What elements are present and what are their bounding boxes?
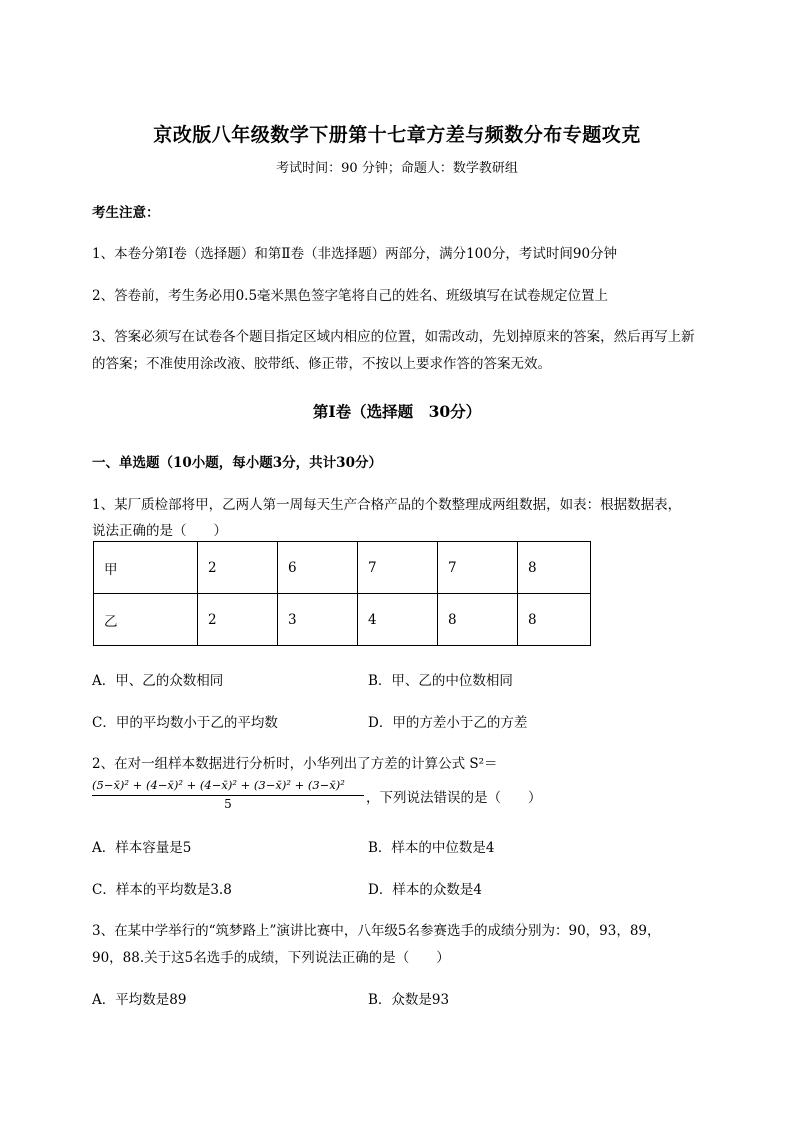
q1-option-c: C．甲的平均数小于乙的平均数	[92, 715, 278, 731]
part-title: 一、单选题（10小题，每小题3分，共计30分）	[92, 455, 382, 471]
table-cell: 4	[358, 594, 438, 646]
section-title: 第I卷（选择题 30分）	[312, 402, 482, 421]
q1-data-table	[93, 541, 591, 646]
table-cell: 8	[518, 542, 591, 594]
q2-option-d: D．样本的众数是4	[368, 882, 482, 898]
formula-numerator: (5−x̄)² + (4−x̄)² + (4−x̄)² + (3−x̄)² + (3−x̄)²	[92, 778, 345, 792]
q1-stem-line1: 1、某厂质检部将甲，乙两人第一周每天生产合格产品的个数整理成两组数据，如表：根据数据表，	[92, 497, 682, 513]
q3-option-a: A．平均数是89	[92, 992, 187, 1008]
q2-stem-tail: ，下列说法错误的是（ ）	[366, 790, 542, 806]
table-cell: 8	[438, 594, 518, 646]
table-cell: 2	[198, 542, 278, 594]
q2-stem-line1: 2、在对一组样本数据进行分析时，小华列出了方差的计算公式 S²＝	[92, 756, 498, 772]
q3-stem-line1: 3、在某中学举行的“筑梦路上”演讲比赛中，八年级5名参赛选手的成绩分别为：90，93，89，	[92, 923, 661, 939]
table-cell: 乙	[94, 594, 198, 646]
q1-option-d: D．甲的方差小于乙的方差	[368, 715, 528, 731]
table-cell: 6	[278, 542, 358, 594]
notice-item-2: 2、答卷前，考生务必用0.5毫米黑色签字笔将自己的姓名、班级填写在试卷规定位置上	[92, 288, 609, 304]
notice-heading: 考生注意：	[92, 205, 160, 221]
exam-subtitle: 考试时间：90 分钟；命题人：数学教研组	[276, 161, 518, 176]
notice-item-1: 1、本卷分第I卷（选择题）和第Ⅱ卷（非选择题）两部分，满分100分，考试时间90分钟	[92, 246, 618, 262]
notice-item-3: 3、答案必须写在试卷各个题目指定区域内相应的位置，如需改动，先划掉原来的答案，然后再写上新	[92, 329, 695, 345]
q3-option-b: B．众数是93	[368, 992, 450, 1008]
table-cell: 3	[278, 594, 358, 646]
table-cell: 7	[358, 542, 438, 594]
formula-denominator: 5	[224, 797, 232, 811]
notice-item-3-cont: 的答案；不准使用涂改液、胶带纸、修正带，不按以上要求作答的答案无效。	[92, 356, 551, 372]
table-cell: 8	[518, 594, 591, 646]
table-cell: 甲	[94, 542, 198, 594]
q3-stem-line2: 90，88.关于这5名选手的成绩，下列说法正确的是（ ）	[92, 950, 450, 966]
exam-title: 京改版八年级数学下册第十七章方差与频数分布专题攻克	[153, 124, 641, 146]
fraction-bar	[92, 795, 364, 796]
table-row	[94, 542, 591, 594]
q1-stem-line2: 说法正确的是（ ）	[92, 523, 227, 539]
q2-option-c: C．样本的平均数是3.8	[92, 882, 232, 898]
q2-option-a: A．样本容量是5	[92, 840, 192, 856]
q2-option-b: B．样本的中位数是4	[368, 840, 495, 856]
q1-option-b: B．甲、乙的中位数相同	[368, 673, 513, 689]
variance-formula	[92, 778, 364, 811]
table-row	[94, 594, 591, 646]
table-cell: 2	[198, 594, 278, 646]
q1-option-a: A．甲、乙的众数相同	[92, 673, 224, 689]
table-cell: 7	[438, 542, 518, 594]
